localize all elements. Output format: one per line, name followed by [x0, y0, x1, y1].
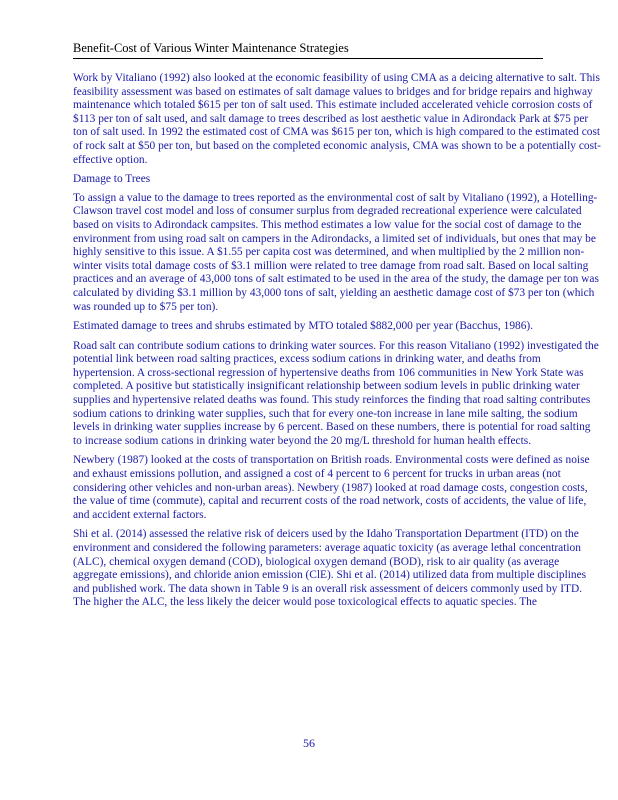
page-number: 56 [303, 736, 315, 750]
paragraph-sodium-drinking-water: Road salt can contribute sodium cations to drinking water sources. For this reason Vitaliano (1992) investigated the potential link between road salting practices, excess sodium cations in drinking water, and deaths from hypertension. A cross-sectional regression of hypertensive deaths from 106 communities in New York State was completed. A positive but statistically insignificant relationship between sodium levels in public drinking water supplies and hypertensive related deaths was found. This study reinforces the finding that road salting contributes sodium cations to drinking water supplies, such that for every one-ton increase in lane mile salting, the sodium levels in drinking water supplies increase by 6 percent. Based on these numbers, there is potential for road salting to increase sodium cations in drinking water beyond the 20 mg/L threshold for human health effects. [73, 339, 599, 447]
running-header: Benefit-Cost of Various Winter Maintenance Strategies [73, 41, 349, 55]
section-heading-damage-to-trees: Damage to Trees [73, 173, 151, 186]
body-text [73, 72, 601, 616]
paragraph-newbery-costs: Newbery (1987) looked at the costs of transportation on British roads. Environmental costs were defined as noise and exhaust emissions pollution, and assigned a cost of 4 percent to 6 percent for trucks in urban areas (not considering other vehicles and non-urban areas). Newbery (1987) looked at road damage costs, congestion costs, the value of time (commute), capital and recurrent costs of the road network, costs of accidents, the value of life, and accident external factors. [73, 454, 590, 521]
paragraph-cma-feasibility: Work by Vitaliano (1992) also looked at the economic feasibility of using CMA as a deicing alternative to salt. This feasibility assessment was based on estimates of salt damage values to bridges and for bridge repairs and highway maintenance which totaled $615 per ton of salt used. This estimate included accelerated vehicle corrosion costs of $113 per ton of salt used, and salt damage to trees described as lost aesthetic value in Adirondack Park at $75 per ton of salt used. In 1992 the estimated cost of CMA was $615 per ton, which is high compared to the estimated cost of rock salt at $50 per ton, but based on the completed economic analysis, CMA was shown to be a potentially cost-effective option. [73, 72, 601, 166]
header-rule [73, 58, 543, 59]
paragraph-shi-risk-assessment: Shi et al. (2014) assessed the relative risk of deicers used by the Idaho Transportation Department (ITD) on the environment and considered the following parameters: average aquatic toxicity (as average lethal concentration (ALC), chemical oxygen demand (COD), biological oxygen demand (BOD), risk to air quality (as average aggregate emissions), and chloride anion emission (ClE). Shi et al. (2014) utilized data from multiple disciplines and published work. The data shown in Table 9 is an overall risk assessment of deicers commonly used by ITD. The higher the ALC, the less likely the deicer would pose toxicological effects to aquatic species. The [73, 528, 587, 609]
paragraph-mto-estimate: Estimated damage to trees and shrubs estimated by MTO totaled $882,000 per year (Bacchus, 1986). [73, 320, 534, 333]
paragraph-tree-damage-valuation: To assign a value to the damage to trees reported as the environmental cost of salt by Vitaliano (1992), a Hotelling-Clawson travel cost model and loss of consumer surplus from degraded recreational experience were calculated based on visits to Adirondack campsites. This method estimates a low value for the social cost of damage to the environment from using road salt on campers in the Adirondacks, a limited set of individuals, but ones that may be highly sensitive to this issue. A $1.55 per capita cost was determined, and when multiplied by the 2 million non-winter visits total damage costs of $3.1 million were related to tree damage from road salt. Based on local salting practices and an average of 43,000 tons of salt estimated to be used in the area of the study, the damage per ton was calculated by dividing $3.1 million by 43,000 tons of salt, yielding an aesthetic damage cost of $73 per ton (which was rounded up to $75 per ton). [73, 191, 599, 313]
